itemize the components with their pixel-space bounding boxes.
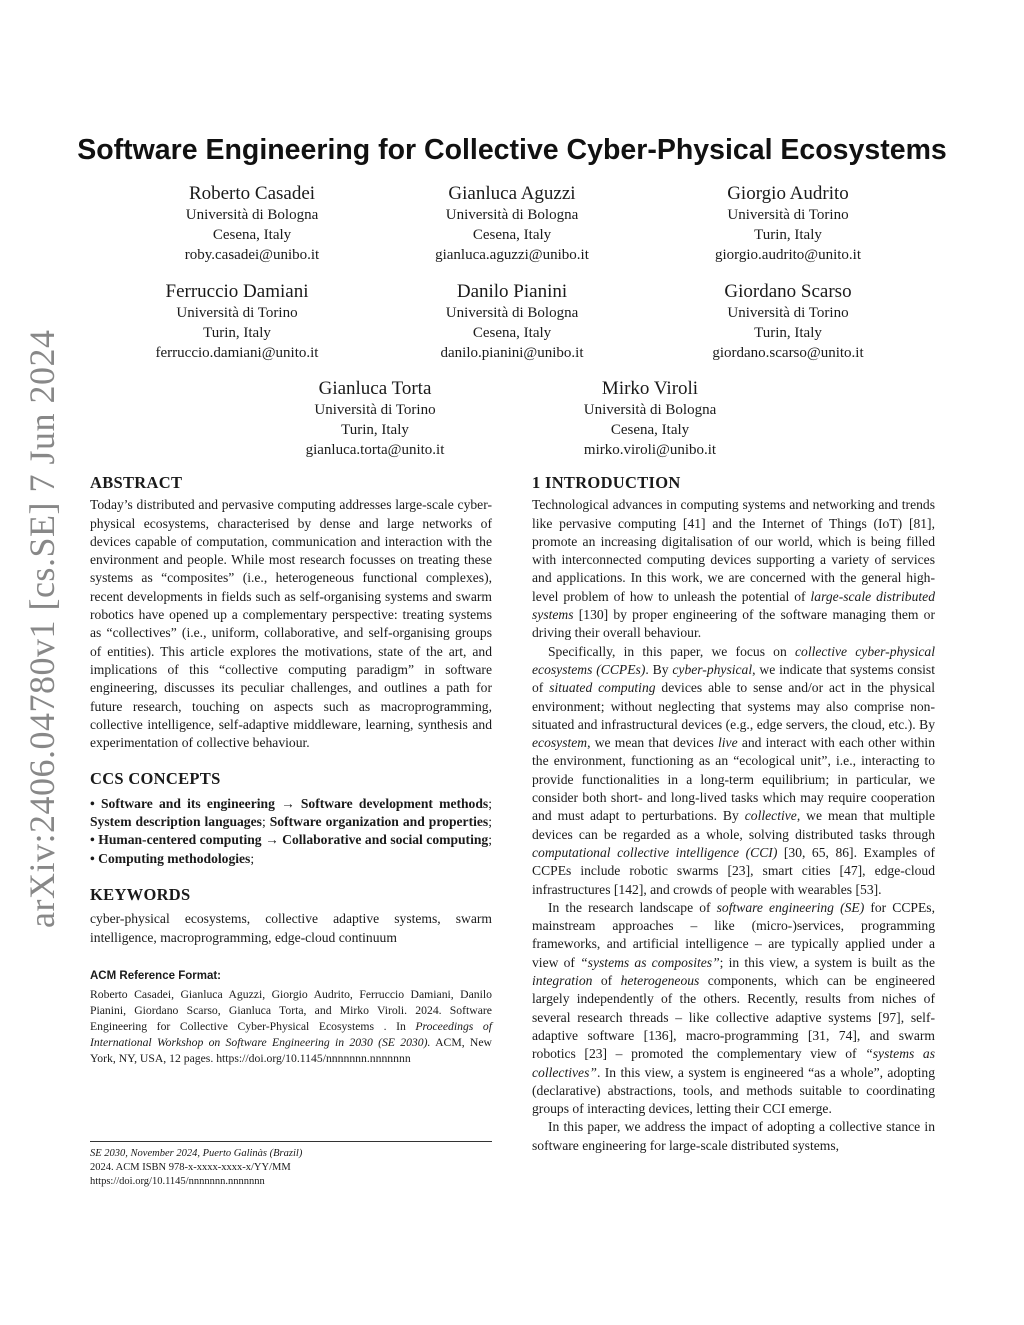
author-location: Cesena, Italy (472, 227, 552, 243)
acm-reference-heading: ACM Reference Format: (90, 969, 221, 982)
emphasis: collective (744, 808, 797, 824)
acm-reference-part: Roberto Casadei, Gianluca Aguzzi, Giorgio Audrito, Ferruccio Damiani, Danilo Pianini, Giordano Scarso, Gianluca Torta, and Mirko Viroli. 2024. Software Engineering for Collective Cyber-Physical Ecosystems . In (90, 988, 492, 1034)
text-run: Technological advances in computing systems and networking and trends like pervasive computing [41] and the Internet of Things (IoT) [81], promote an increasing digitalisation of our world, which is being filled with interconnected computing devices supporting a variety of services and applications. In this work, we are concerned with the general high-level problem of how to unleash the potential of (532, 497, 935, 604)
ccs-term: Software development methods (300, 795, 489, 811)
left-column (90, 474, 492, 1067)
author-location: Turin, Italy (203, 325, 271, 341)
author-affiliation: Università di Torino (314, 402, 436, 418)
author-email: danilo.pianini@unibo.it (440, 345, 584, 361)
paper-title: Software Engineering for Collective Cyber-Physical Ecosystems (77, 134, 947, 166)
emphasis: “systems as composites” (580, 954, 720, 970)
emphasis: integration (532, 973, 593, 989)
introduction-heading: 1 INTRODUCTION (532, 473, 681, 492)
emphasis: computational collective intelligence (CCI) (532, 844, 778, 860)
ccs-arrow: → (274, 795, 301, 811)
author-name: Gianluca Torta (318, 378, 432, 399)
author-location: Cesena, Italy (212, 227, 292, 243)
text-run: Specifically, in this paper, we focus on (548, 643, 795, 659)
author-name: Roberto Casadei (188, 183, 316, 204)
text-run: devices able to sense and/or act in the physical environment; without neglecting that systems may also comprise non-situated and infrastructural devices (e.g., edge servers, the cloud, etc.). By (532, 680, 935, 732)
author-block (648, 281, 928, 363)
acm-reference-proceedings: Proceedings of International Workshop on Software Engineering in 2030 (SE 2030). (90, 1020, 492, 1050)
ccs-separator: ; (488, 832, 493, 848)
text-run: for CCPEs, mainstream approaches – like (micro-)services, programming frameworks, and artificial intelligence – are typically applied under a view of (532, 899, 935, 970)
author-block (97, 281, 377, 363)
venue-text: SE 2030, November 2024, Puerto Galinàs (Brazil) (90, 1148, 303, 1159)
ccs-term: System description languages (90, 814, 262, 830)
author-affiliation: Università di Bologna (185, 207, 319, 223)
right-column (532, 474, 935, 1155)
author-affiliation: Università di Bologna (445, 305, 579, 321)
author-email: ferruccio.damiani@unito.it (155, 345, 319, 361)
text-run: , we mean that devices (587, 735, 718, 751)
keywords-heading: KEYWORDS (90, 884, 191, 904)
author-email: gianluca.torta@unito.it (305, 442, 445, 458)
ccs-heading: CCS CONCEPTS (90, 769, 221, 789)
text-run: . In this view, a system is engineered “as a whole”, adopting (declarative) abstractions, tools, and methods suitable to coordinating groups of interacting devices, letting their CCI emerge. (532, 1064, 935, 1117)
author-email: roby.casadei@unibo.it (184, 247, 320, 263)
author-block (235, 378, 515, 460)
emphasis: “systems as collectives” (532, 1046, 936, 1080)
author-email: gianluca.aguzzi@unibo.it (435, 247, 589, 263)
author-block (372, 183, 652, 265)
author-block (372, 281, 652, 363)
author-email: giordano.scarso@unito.it (712, 345, 864, 361)
author-name: Danilo Pianini (456, 281, 568, 302)
footnote-venue (90, 1147, 492, 1161)
ccs-term: • Computing methodologies (90, 850, 251, 866)
author-affiliation: Università di Torino (727, 207, 849, 223)
text-run: , we indicate that systems consist of (532, 661, 935, 696)
author-location: Turin, Italy (754, 325, 822, 341)
ccs-separator: ; (261, 814, 270, 830)
emphasis: ecosystem (532, 735, 588, 751)
author-affiliation: Università di Bologna (445, 207, 579, 223)
ccs-separator: ; (250, 850, 255, 866)
footnote-divider (90, 1141, 492, 1142)
ccs-term: Software organization and properties (269, 814, 489, 830)
text-run: [130] by proper engineering of the software managing them or driving their overall behaviour. (532, 607, 935, 641)
abstract-text: Today’s distributed and pervasive computing addresses large-scale cyber-physical ecosystems, characterised by dense and large networks of devices capable of computation, communication and interaction with the environment and people. While most research focusses on treating these systems as “composites” (i.e., heterogeneous functional complexes), recent developments in fields such as self-organising systems and swarm robotics have opened up a complementary perspective: treating systems as “collectives” (i.e., uniform, collaborative, and self-organising groups of entities). This article explores the motivations, state of the art, and implications of this “collective computing paradigm” in software engineering, discusses its peculiar challenges, and outlines a path for future research, touching on aspects such as macroprogramming, collective intelligence, self-adaptive middleware, learning, synthesis and experimentation of collective behaviour. (90, 497, 492, 751)
intro-paragraph (532, 899, 935, 1119)
emphasis: collective cyber-physical ecosystems (CCPEs) (532, 643, 935, 677)
intro-paragraph (532, 496, 935, 642)
author-block (648, 183, 928, 265)
footnote-isbn: 2024. ACM ISBN 978-x-xxxx-xxxx-x/YY/MM (90, 1162, 291, 1173)
author-affiliation: Università di Bologna (583, 402, 717, 418)
author-email: mirko.viroli@unibo.it (583, 442, 717, 458)
arxiv-watermark: arXiv:2406.04780v1 [cs.SE] 7 Jun 2024 (22, 329, 62, 928)
author-location: Turin, Italy (754, 227, 822, 243)
emphasis: software engineering (SE) (716, 899, 865, 915)
ccs-text (90, 795, 492, 868)
author-name: Mirko Viroli (601, 378, 699, 399)
ccs-separator: ; (488, 814, 492, 830)
author-location: Cesena, Italy (610, 422, 690, 438)
author-block (510, 378, 790, 460)
abstract-heading: ABSTRACT (90, 473, 183, 492)
author-affiliation: Università di Torino (176, 305, 298, 321)
ccs-separator: ; (488, 795, 492, 811)
emphasis: heterogeneous (620, 973, 700, 989)
ccs-term: • Software and its engineering (90, 795, 275, 811)
emphasis: situated computing (549, 680, 656, 696)
author-name: Giordano Scarso (724, 281, 852, 302)
ccs-arrow: → (261, 832, 283, 848)
acm-reference-part: ACM, New York, NY, USA, 12 pages. https://doi.org/10.1145/nnnnnnn.nnnnnnn (90, 1036, 492, 1066)
ccs-term: Collaborative and social computing (282, 832, 489, 848)
author-location: Turin, Italy (341, 422, 409, 438)
text-run: ; in this view, a system is built as the (719, 954, 935, 970)
text-run: and interact with each other within the environment, functioning as an “ecological unit”, i.e., interacting to provide functionalities in a long-term equilibrium; in particular, we consider both short- and long-lived tasks which may require cooperation and must adapt to perturbations. By (532, 735, 936, 824)
keywords-text: cyber-physical ecosystems, collective adaptive systems, swarm intelligence, macroprogramming, edge-cloud continuum (90, 911, 492, 945)
author-name: Ferruccio Damiani (165, 281, 309, 302)
author-block (112, 183, 392, 265)
intro-paragraph (532, 643, 935, 899)
intro-paragraph: In this paper, we address the impact of adopting a collective stance in software engineering for large-scale distributed systems, (532, 1119, 935, 1153)
author-affiliation: Università di Torino (727, 305, 849, 321)
text-run: of (592, 973, 621, 989)
emphasis: large-scale distributed systems (532, 588, 935, 623)
footnote (90, 1147, 492, 1189)
author-name: Gianluca Aguzzi (448, 183, 576, 204)
footnote-doi: https://doi.org/10.1145/nnnnnnn.nnnnnnn (90, 1176, 265, 1187)
emphasis: live (718, 735, 738, 751)
acm-reference-text (90, 987, 492, 1067)
author-location: Cesena, Italy (472, 325, 552, 341)
emphasis: cyber-physical (672, 661, 753, 677)
text-run: components, which can be engineered largely independently of the others. Recently, results from niches of several research threads – like collective adaptive systems [97], self-adaptive software [136], macro-programming [31, 74], and swarm robotics [23] – promoted the complementary view of (532, 973, 936, 1062)
text-run: , we mean that multiple devices can be regarded as a whole, solving distributed tasks through (532, 808, 935, 842)
author-name: Giorgio Audrito (727, 183, 849, 204)
text-run: . By (645, 661, 673, 677)
text-run: In the research landscape of (548, 899, 717, 915)
text-run: [30, 65, 86]. Examples of CCPEs include robotic swarms [23], smart cities [47], edge-cloud infrastructures [142], and crowds of people with wearables [53]. (532, 844, 935, 897)
ccs-term: • Human-centered computing (90, 832, 262, 848)
author-email: giorgio.audrito@unito.it (714, 247, 862, 263)
